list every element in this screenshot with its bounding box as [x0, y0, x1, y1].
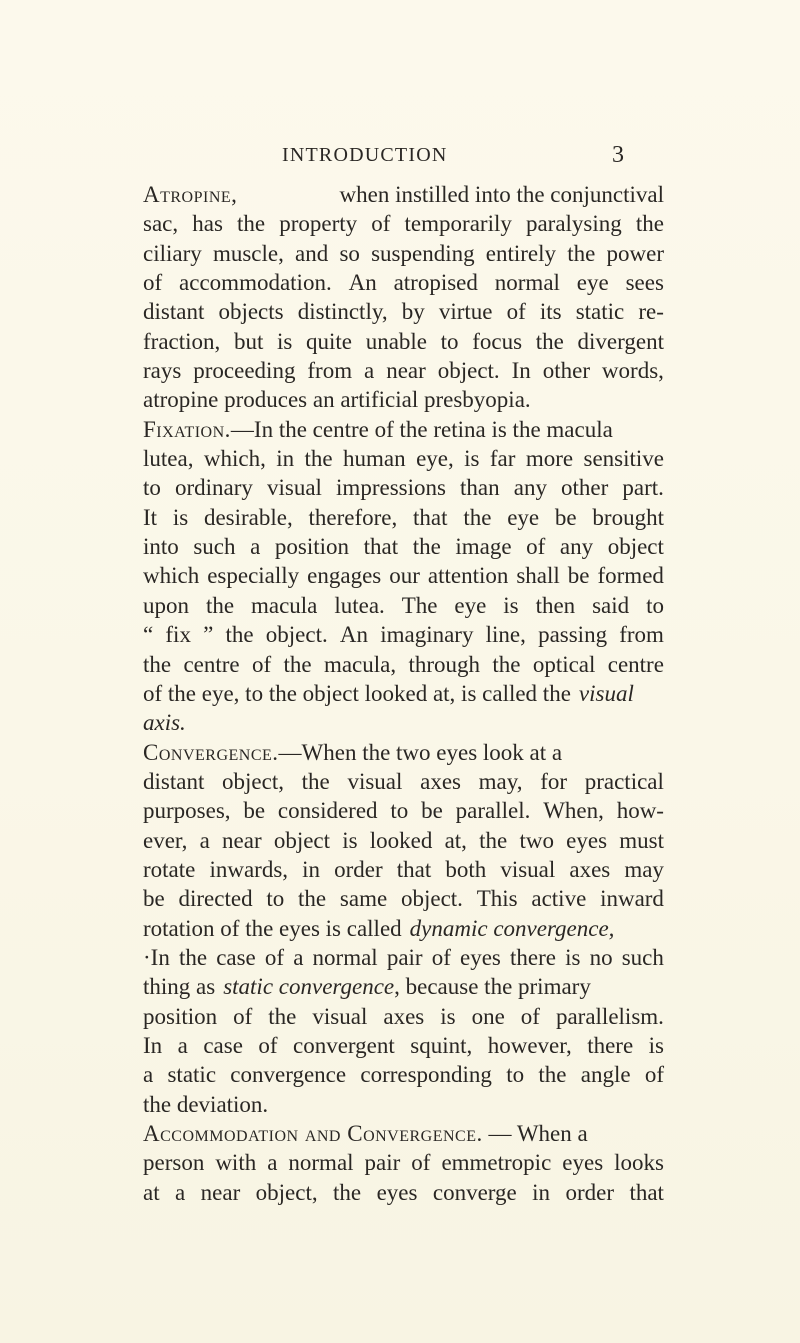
word: eyes [460, 944, 501, 970]
word: line, [485, 622, 526, 648]
word: the [304, 446, 333, 472]
text-line [143, 268, 664, 297]
word: power [606, 240, 664, 266]
word: inwards, [209, 856, 289, 882]
word: same [339, 886, 388, 912]
word: eye [576, 270, 609, 296]
text-line [143, 356, 664, 385]
word: which [143, 563, 200, 589]
word: the [237, 211, 266, 237]
word: a [177, 1032, 188, 1058]
text-line [143, 855, 664, 884]
word: the [225, 622, 254, 648]
word: lutea. [334, 592, 385, 618]
word: of [506, 299, 526, 325]
word: of [526, 534, 546, 560]
text-line [143, 1119, 664, 1148]
word: ever, [143, 827, 188, 853]
word: visual [267, 475, 322, 501]
word: axes [569, 856, 611, 882]
word: shall [516, 563, 560, 589]
word: eye [454, 592, 487, 618]
word: both [445, 856, 487, 882]
text-fragment: of the eye, to the object looked at, is called the [143, 680, 571, 706]
word: a [143, 1062, 154, 1088]
text-fragment: —In the centre of the retina is the macula [230, 416, 613, 442]
word: ” [203, 622, 214, 648]
text-line [143, 1090, 664, 1119]
word: visual [347, 768, 403, 794]
text-line [143, 620, 664, 649]
word: is [565, 944, 581, 970]
word: paralysing [525, 211, 622, 237]
word: to [266, 886, 285, 912]
word: its [539, 299, 562, 325]
word: may, [478, 768, 523, 794]
word: the [283, 651, 312, 677]
word: far [489, 446, 516, 472]
text-line [143, 1002, 664, 1031]
word: more [525, 446, 574, 472]
word: any [513, 475, 547, 501]
word: our [389, 563, 420, 589]
word: practical [584, 768, 664, 794]
text-line [143, 444, 664, 473]
word: fraction, [143, 328, 221, 354]
word: be [421, 798, 443, 824]
word: however, [487, 1032, 572, 1058]
word: angle [580, 1062, 631, 1088]
word: position [274, 534, 350, 560]
word: the [635, 211, 664, 237]
word: from [619, 622, 664, 648]
text-fragment: when instilled into the conjunctival [339, 182, 664, 207]
text-line [143, 738, 664, 767]
word: considered [277, 798, 378, 824]
word: re- [638, 299, 664, 325]
paragraph-lead-atropine: Atropine, [143, 182, 238, 207]
text-line [143, 972, 664, 1001]
word: then [535, 592, 576, 618]
word: upon [143, 592, 189, 618]
word: which, [203, 446, 266, 472]
word: of [233, 1003, 253, 1029]
word: the [178, 944, 208, 970]
word: rays [143, 358, 182, 384]
word: of [251, 651, 272, 677]
word: proceeding [193, 358, 296, 384]
word: any [559, 534, 594, 560]
paragraph-lead-accommodation-and-convergence: Accommodation and Convergence. [143, 1121, 483, 1146]
word: that [396, 856, 432, 882]
word: for [540, 768, 568, 794]
word: property [279, 211, 358, 237]
word: to [646, 592, 664, 618]
text-line [143, 532, 664, 561]
word: at, [444, 827, 467, 853]
word: emmetropic [441, 1150, 552, 1176]
word: the [143, 651, 172, 677]
word: imaginary [380, 622, 474, 648]
word: there [587, 1032, 634, 1058]
word: of [371, 211, 391, 237]
word: attention [427, 563, 509, 589]
word: the [268, 1003, 297, 1029]
word: the [301, 768, 330, 794]
word: is [503, 592, 519, 618]
word: that [363, 534, 399, 560]
word: to [440, 328, 459, 354]
word: axes [420, 768, 461, 794]
text-fragment: atropine produces an artificial presbyopia. [143, 387, 531, 413]
word: ·In [143, 944, 170, 970]
word: near [200, 1179, 241, 1205]
word: no [589, 944, 613, 970]
word: a [250, 534, 261, 560]
text-fragment: — When a [482, 1121, 588, 1146]
word: through [408, 651, 481, 677]
word: sees [625, 270, 664, 296]
text-line [143, 385, 664, 414]
word: to [390, 798, 409, 824]
text-line [143, 708, 664, 737]
word: is [342, 827, 358, 853]
word: quite [306, 328, 353, 354]
word: inward [600, 886, 664, 912]
word: of [143, 270, 163, 296]
word: fix [165, 622, 191, 648]
text-line [143, 503, 664, 532]
word: looks [614, 1150, 664, 1176]
italic-term-dynamic-convergence: dynamic convergence, [409, 915, 615, 941]
word: one [471, 1003, 505, 1029]
text-line [143, 473, 664, 502]
word: eye [507, 504, 540, 530]
word: eye, [416, 446, 454, 472]
word: formed [597, 563, 664, 589]
italic-term-static-convergence: static convergence [223, 974, 395, 1000]
word: person [143, 1150, 205, 1176]
word: In [143, 1032, 163, 1058]
word: but [233, 328, 264, 354]
word: sensitive [583, 446, 664, 472]
word: that [413, 504, 448, 530]
word: focus [472, 328, 523, 354]
text-line [143, 914, 664, 943]
word: a [199, 827, 210, 853]
text-line [143, 239, 664, 268]
word: “ [143, 622, 154, 648]
paragraph-lead-fixation: Fixation. [143, 416, 231, 442]
word: case [216, 944, 256, 970]
word: objects [218, 299, 284, 325]
word: is [464, 446, 480, 472]
word: such [193, 534, 236, 560]
word: is [277, 328, 293, 354]
word: atropised [393, 270, 478, 296]
word: a [364, 358, 375, 384]
word: pair [364, 1150, 401, 1176]
text-line [143, 1148, 664, 1177]
word: the [412, 534, 441, 560]
word: convergent [293, 1032, 395, 1058]
page-header [0, 140, 800, 176]
word: It [143, 504, 158, 530]
word: visual [312, 1003, 368, 1029]
word: virtue [438, 299, 493, 325]
word: accommodation. [179, 270, 332, 296]
word: of [520, 1003, 540, 1029]
word: unable [365, 328, 427, 354]
word: there [510, 944, 556, 970]
word: looked [369, 827, 433, 853]
word: the [298, 886, 327, 912]
text-line [143, 826, 664, 855]
word: such [621, 944, 664, 970]
word: other [561, 475, 609, 501]
word: centre [607, 651, 664, 677]
word: at [143, 1179, 160, 1205]
word: temporarily [404, 211, 512, 237]
word: convergence [230, 1062, 347, 1088]
word: of [644, 1062, 664, 1088]
body-text [143, 180, 664, 1207]
word: object. [437, 358, 500, 384]
text-line [143, 650, 664, 679]
word: position [143, 1003, 218, 1029]
word: how- [616, 798, 664, 824]
word: is [440, 1003, 456, 1029]
word: words, [601, 358, 664, 384]
text-line [143, 1060, 664, 1089]
word: order [565, 1179, 615, 1205]
word: macula, [323, 651, 397, 677]
word: normal [312, 944, 378, 970]
word: in [302, 856, 321, 882]
word: ordinary [174, 475, 253, 501]
word: optical [532, 651, 596, 677]
text-line [143, 180, 664, 209]
word: be [567, 563, 590, 589]
word: the [567, 240, 596, 266]
text-line [143, 415, 664, 444]
word: the [535, 328, 564, 354]
word: so [339, 240, 360, 266]
word: to [143, 475, 161, 501]
text-line [143, 327, 664, 356]
word: and [295, 240, 329, 266]
word: near [386, 358, 426, 384]
word: with [215, 1150, 257, 1176]
page-number: 3 [612, 142, 624, 168]
word: that [629, 1179, 664, 1205]
word: corresponding [360, 1062, 492, 1088]
word: visual [500, 856, 556, 882]
word: especially [207, 563, 300, 589]
word: directed [178, 886, 253, 912]
word: is [648, 1032, 664, 1058]
word: ciliary [143, 240, 202, 266]
word: the [463, 504, 492, 530]
word: active [531, 886, 587, 912]
text-line [143, 209, 664, 238]
word: from [307, 358, 353, 384]
word: engages [307, 563, 382, 589]
word: a [175, 1179, 186, 1205]
word: parallelism. [555, 1003, 664, 1029]
paragraph-lead-convergence: Convergence. [143, 739, 279, 765]
text-line [143, 884, 664, 913]
italic-term-axis: axis. [143, 710, 186, 736]
word: normal [494, 270, 560, 296]
word: centre [183, 651, 240, 677]
text-fragment: rotation of the eyes is called [143, 915, 402, 941]
text-line [143, 796, 664, 825]
word: sac, [143, 211, 179, 237]
word: static [167, 1062, 217, 1088]
word: converge [432, 1179, 517, 1205]
word: In [511, 358, 531, 384]
text-fragment: the deviation. [143, 1091, 269, 1117]
word: eyes [376, 1179, 418, 1205]
word: The [401, 592, 438, 618]
word: brought [592, 504, 664, 530]
text-line [143, 297, 664, 326]
word: the [479, 827, 508, 853]
word: When, [543, 798, 604, 824]
word: order [334, 856, 383, 882]
word: is [172, 504, 189, 530]
word: two [519, 827, 554, 853]
word: the [492, 651, 521, 677]
word: An [348, 270, 377, 296]
text-line [143, 1178, 664, 1207]
word: be [143, 886, 165, 912]
word: parallel. [455, 798, 531, 824]
word: has [192, 211, 223, 237]
word: macula [250, 592, 318, 618]
word: be [243, 798, 266, 824]
word: object [607, 534, 664, 560]
word: by [401, 299, 425, 325]
word: than [460, 475, 500, 501]
word: be [554, 504, 577, 530]
word: case [203, 1032, 243, 1058]
text-line [143, 561, 664, 590]
word: normal [288, 1150, 354, 1176]
word: muscle, [212, 240, 284, 266]
word: to [506, 1062, 525, 1088]
word: distinctly, [297, 299, 388, 325]
text-fragment: —When the two eyes look at a [278, 739, 563, 765]
word: object. [265, 622, 328, 648]
word: in [532, 1179, 551, 1205]
word: object. [400, 886, 463, 912]
running-head: INTRODUCTION [282, 144, 448, 166]
word: in [276, 446, 295, 472]
text-line [143, 679, 664, 708]
word: human [343, 446, 406, 472]
word: into [143, 534, 179, 560]
word: a [293, 944, 304, 970]
word: of [411, 1150, 431, 1176]
word: part. [622, 475, 664, 501]
word: pair [386, 944, 423, 970]
word: entirely [485, 240, 557, 266]
text-line [143, 591, 664, 620]
text-fragment: , because the primary [394, 974, 591, 1000]
word: squint, [410, 1032, 473, 1058]
word: purposes, [143, 798, 231, 824]
word: distant [143, 768, 205, 794]
word: object, [255, 1179, 318, 1205]
word: of [258, 1032, 278, 1058]
word: the [538, 1062, 567, 1088]
italic-term-visual: visual [578, 680, 634, 706]
word: distant [143, 299, 205, 325]
word: object, [222, 768, 284, 794]
word: axes [383, 1003, 425, 1029]
word: desirable, [203, 504, 293, 530]
text-fragment: thing as [143, 974, 216, 1000]
word: of [264, 944, 285, 970]
word: the [333, 1179, 362, 1205]
word: lutea, [143, 446, 194, 472]
word: other [542, 358, 590, 384]
text-line [143, 1031, 664, 1060]
word: passing [538, 622, 608, 648]
word: may [624, 856, 664, 882]
word: image [455, 534, 512, 560]
word: said [592, 592, 630, 618]
text-line [143, 943, 664, 972]
word: object [273, 827, 331, 853]
word: An [339, 622, 369, 648]
word: divergent [577, 328, 664, 354]
word: of [431, 944, 451, 970]
word: a [267, 1150, 278, 1176]
word: rotate [143, 856, 196, 882]
word: must [619, 827, 664, 853]
word: suspending [371, 240, 475, 266]
word: eyes [562, 1150, 604, 1176]
text-line [143, 767, 664, 796]
word: impressions [336, 475, 446, 501]
word: This [476, 886, 518, 912]
word: the [205, 592, 235, 618]
word: near [222, 827, 262, 853]
word: therefore, [308, 504, 398, 530]
word: static [575, 299, 625, 325]
word: eyes [566, 827, 608, 853]
